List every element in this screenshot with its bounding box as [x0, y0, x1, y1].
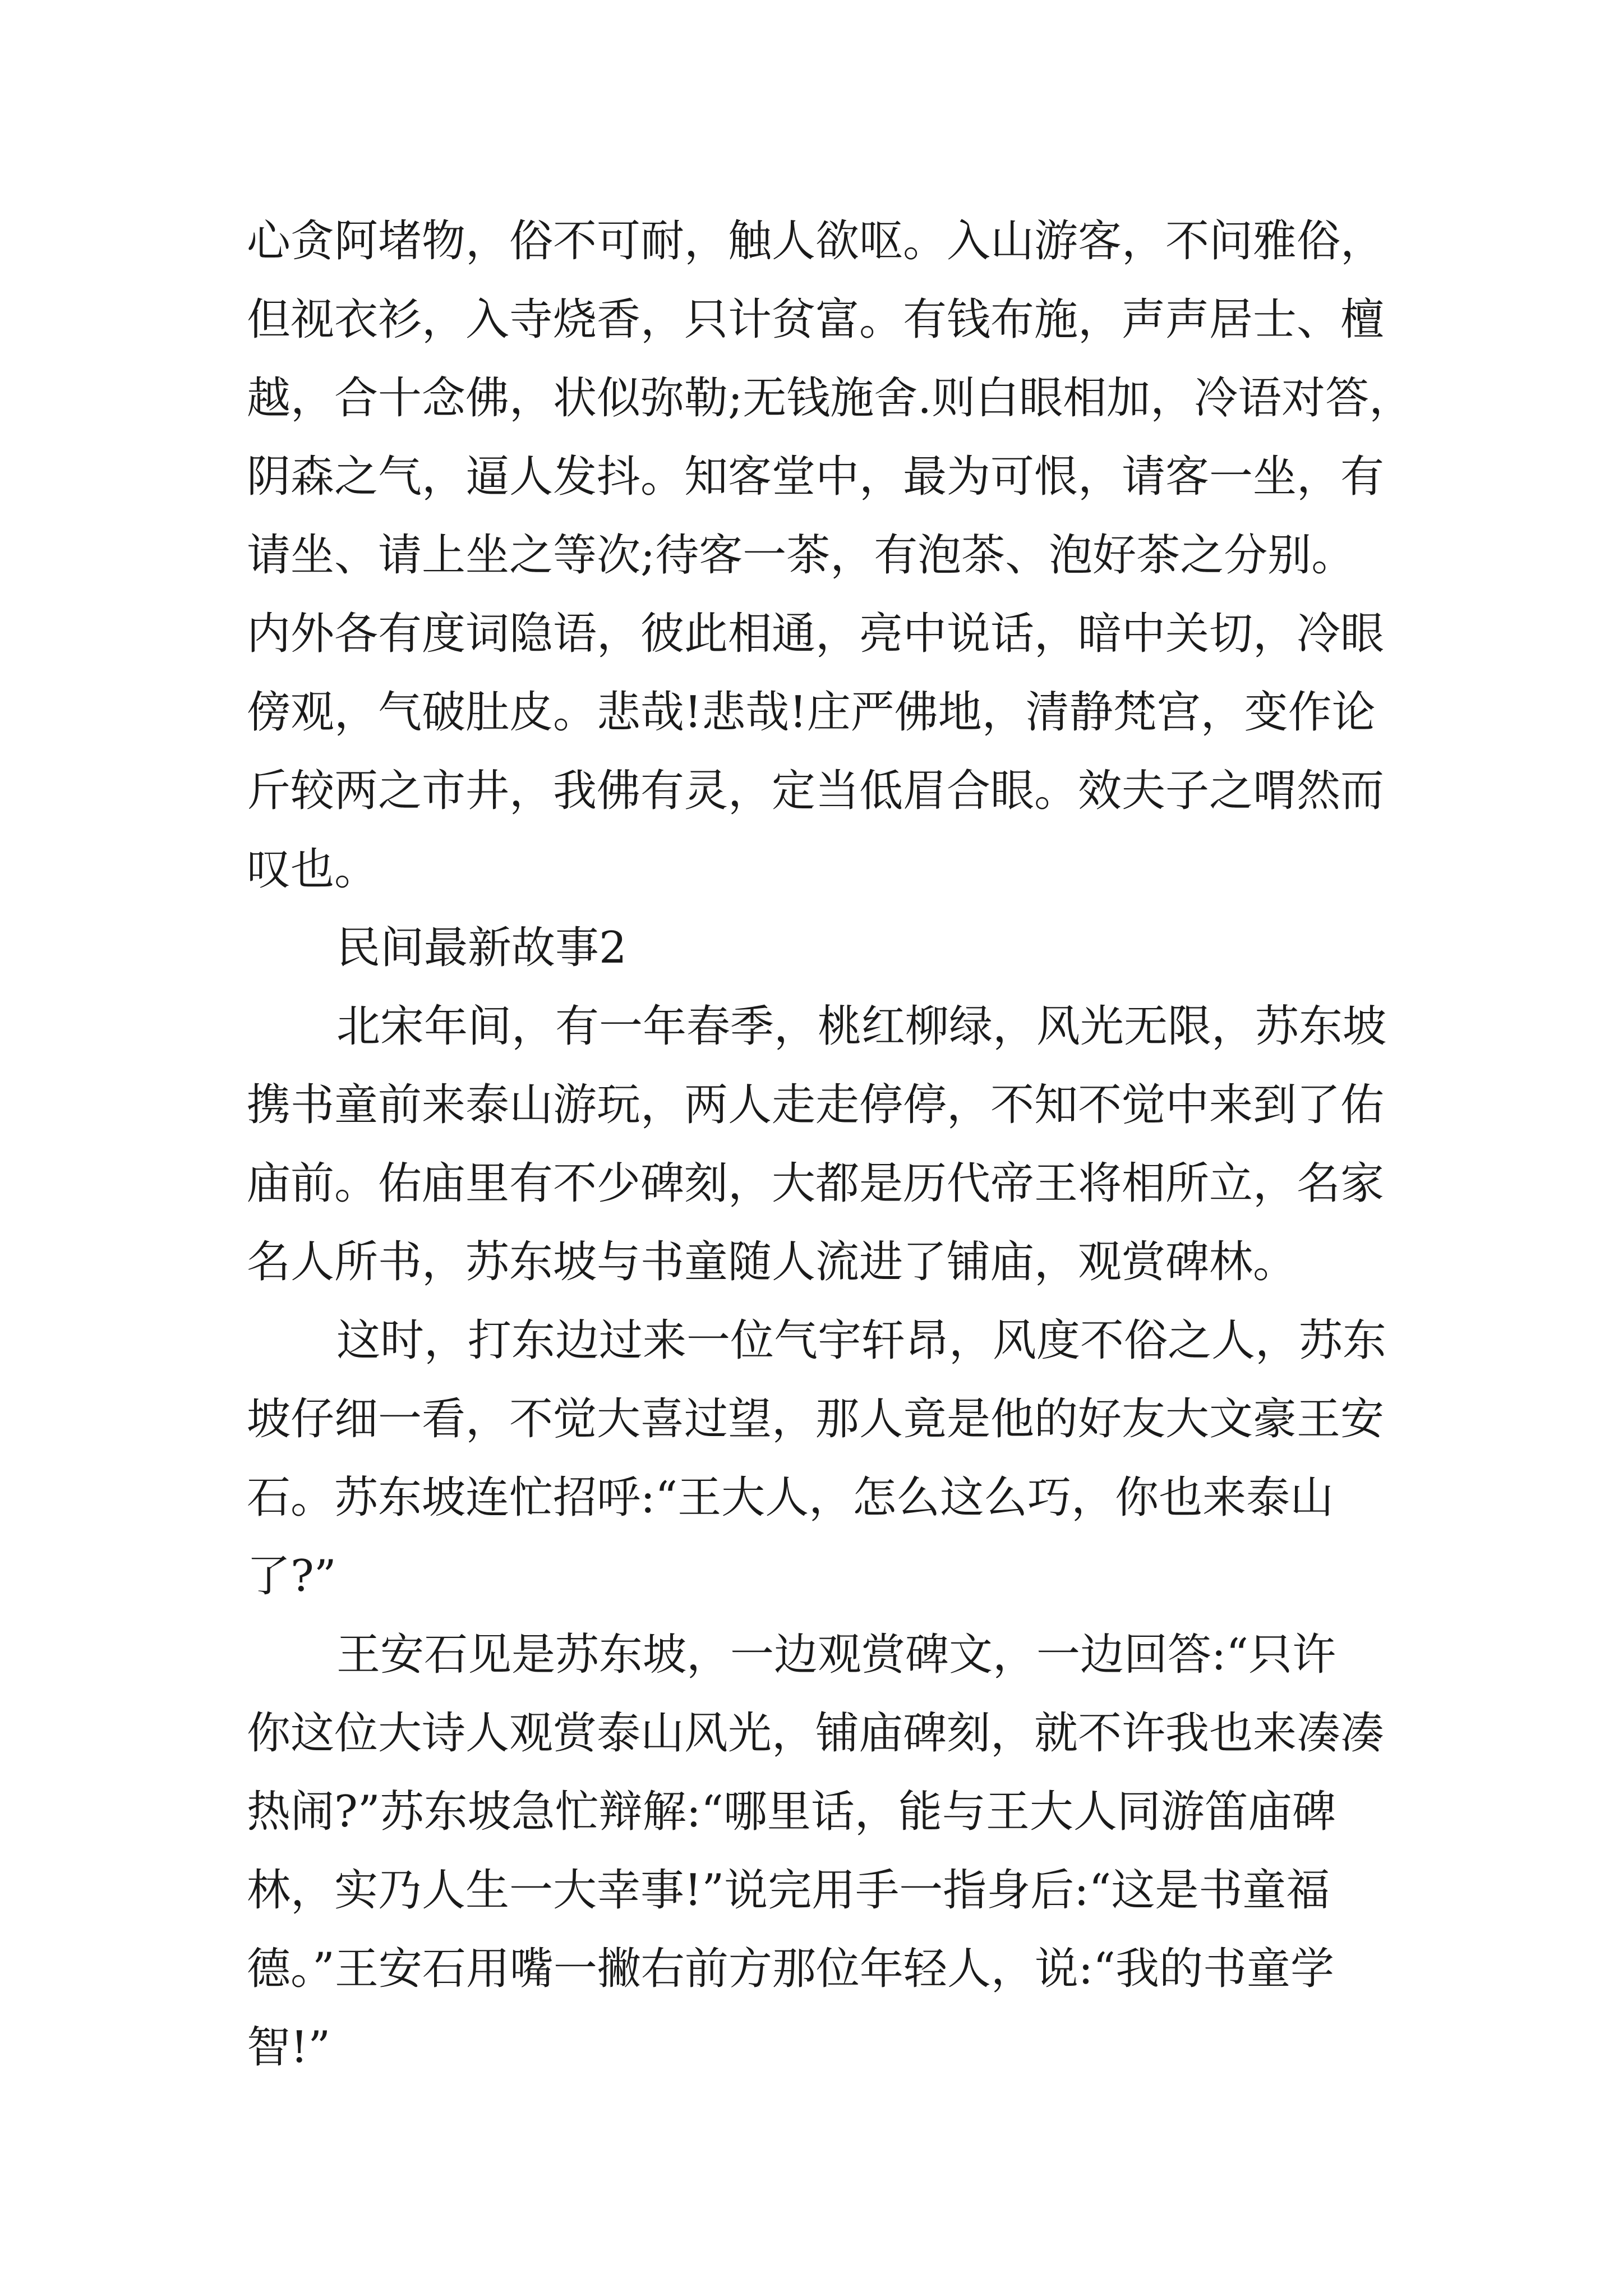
section-heading: 民间最新故事2 [336, 923, 627, 973]
text-line: 请坐、请上坐之等次;待客一茶，有泡茶、泡好茶之分别。 [247, 530, 1355, 581]
text-line: 你这位大诗人观赏泰山风光，铺庙碑刻，就不许我也来凑凑 [247, 1708, 1385, 1759]
text-line: 庙前。佑庙里有不少碑刻，大都是历代帝王将相所立，名家 [247, 1158, 1385, 1209]
text-line: 阴森之气，逼人发抖。知客堂中，最为可恨，请客一坐，有 [247, 452, 1385, 502]
text-line: 石。苏东坡连忙招呼:“王大人，怎么这么巧，你也来泰山 [247, 1473, 1334, 1523]
text-line: 林，实乃人生一大幸事!”说完用手一指身后:“这是书童福 [247, 1865, 1330, 1916]
text-line: 了?” [247, 1551, 336, 1602]
text-line: 坡仔细一看，不觉大喜过望，那人竟是他的好友大文豪王安 [247, 1394, 1385, 1444]
body-text [247, 202, 1413, 2087]
text-line: 北宋年间，有一年春季，桃红柳绿，风光无限，苏东坡 [336, 1001, 1387, 1052]
text-line: 越，合十念佛，状似弥勒;无钱施舍.则白眼相加，冷语对答， [247, 373, 1413, 424]
text-line: 王安石见是苏东坡，一边观赏碑文，一边回答:“只许 [336, 1630, 1336, 1680]
text-line: 但视衣衫，入寺烧香，只计贫富。有钱布施，声声居士、檀 [247, 295, 1385, 345]
text-line: 热闹?”苏东坡急忙辩解:“哪里话，能与王大人同游笛庙碑 [247, 1787, 1336, 1837]
text-line: 德。”王安石用嘴一撇右前方那位年轻人，说:“我的书童学 [247, 1944, 1335, 1994]
text-line: 这时，打东边过来一位气宇轩昂，风度不俗之人，苏东 [336, 1315, 1387, 1366]
text-line: 傍观，气破肚皮。悲哉!悲哉!庄严佛地，清静梵宫，变作论 [247, 687, 1376, 738]
text-line: 内外各有度词隐语，彼此相通，亮中说话，暗中关切，冷眼 [247, 609, 1385, 659]
text-line: 携书童前来泰山游玩，两人走走停停，不知不觉中来到了佑 [247, 1080, 1385, 1130]
text-line: 心贪阿堵物，俗不可耐，触人欲呕。入山游客，不问雅俗， [247, 216, 1385, 266]
text-line: 叹也。 [247, 844, 379, 895]
text-line: 名人所书，苏东坡与书童随人流进了铺庙，观赏碑林。 [247, 1237, 1297, 1287]
text-line: 斤较两之市井，我佛有灵，定当低眉合眼。效夫子之喟然而 [247, 766, 1385, 816]
text-line: 智!” [247, 2022, 331, 2073]
